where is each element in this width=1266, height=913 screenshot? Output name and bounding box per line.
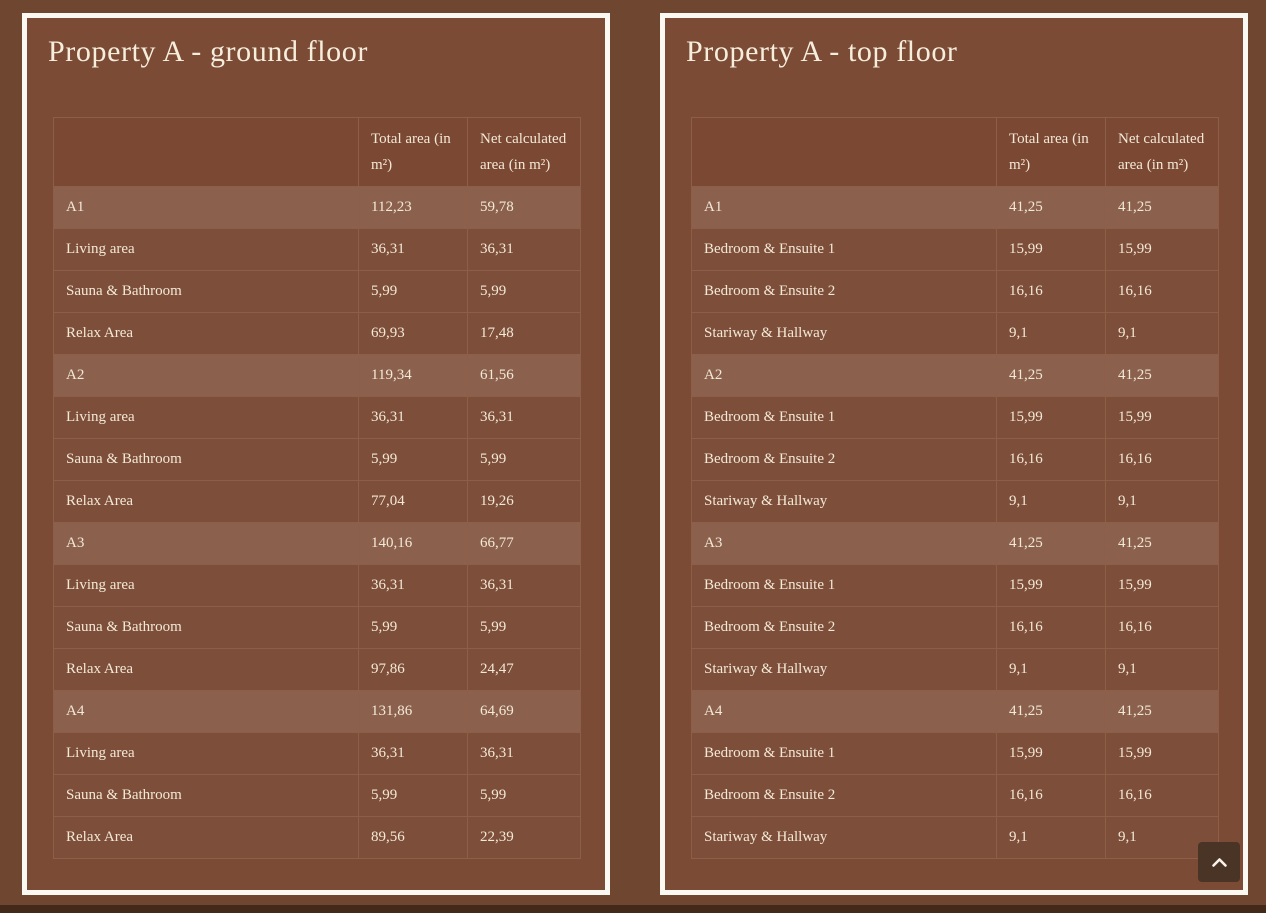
row-label: A4 <box>692 691 997 733</box>
net-area-value: 9,1 <box>1106 817 1219 859</box>
row-label: Relax Area <box>54 481 359 523</box>
row-label: Sauna & Bathroom <box>54 775 359 817</box>
net-area-value: 16,16 <box>1106 607 1219 649</box>
net-area-value: 15,99 <box>1106 229 1219 271</box>
total-area-value: 16,16 <box>997 439 1106 481</box>
room-row <box>54 733 581 775</box>
net-area-value: 5,99 <box>468 775 581 817</box>
total-area-value: 5,99 <box>359 775 468 817</box>
row-label: Living area <box>54 733 359 775</box>
net-area-value: 9,1 <box>1106 481 1219 523</box>
row-label: Living area <box>54 397 359 439</box>
total-area-value: 36,31 <box>359 229 468 271</box>
net-area-value: 41,25 <box>1106 691 1219 733</box>
footer-strip <box>0 905 1266 913</box>
total-area-value: 16,16 <box>997 607 1106 649</box>
total-area-value: 9,1 <box>997 313 1106 355</box>
net-area-value: 17,48 <box>468 313 581 355</box>
room-row <box>692 607 1219 649</box>
room-row <box>54 271 581 313</box>
total-area-value: 112,23 <box>359 187 468 229</box>
net-area-value: 36,31 <box>468 733 581 775</box>
total-area-value: 9,1 <box>997 481 1106 523</box>
column-header-empty <box>54 118 359 187</box>
net-area-value: 41,25 <box>1106 355 1219 397</box>
room-row <box>692 649 1219 691</box>
row-label: A3 <box>54 523 359 565</box>
total-area-value: 41,25 <box>997 187 1106 229</box>
total-area-value: 5,99 <box>359 607 468 649</box>
row-label: Relax Area <box>54 313 359 355</box>
unit-summary-row <box>692 523 1219 565</box>
row-label: Stariway & Hallway <box>692 481 997 523</box>
net-area-value: 36,31 <box>468 397 581 439</box>
total-area-value: 36,31 <box>359 397 468 439</box>
net-area-value: 41,25 <box>1106 187 1219 229</box>
row-label: Stariway & Hallway <box>692 313 997 355</box>
row-label: Sauna & Bathroom <box>54 607 359 649</box>
net-area-value: 9,1 <box>1106 649 1219 691</box>
table-header-row <box>54 118 581 187</box>
area-table-ground-floor <box>53 117 581 859</box>
row-label: Relax Area <box>54 649 359 691</box>
room-row <box>54 313 581 355</box>
net-area-value: 66,77 <box>468 523 581 565</box>
net-area-value: 41,25 <box>1106 523 1219 565</box>
total-area-value: 15,99 <box>997 565 1106 607</box>
row-label: A3 <box>692 523 997 565</box>
scroll-to-top-button[interactable] <box>1198 842 1240 882</box>
unit-summary-row <box>692 691 1219 733</box>
row-label: Bedroom & Ensuite 1 <box>692 565 997 607</box>
total-area-value: 16,16 <box>997 271 1106 313</box>
net-area-value: 19,26 <box>468 481 581 523</box>
row-label: A2 <box>692 355 997 397</box>
total-area-value: 15,99 <box>997 733 1106 775</box>
panel-title-top-floor: Property A - top floor <box>686 35 958 68</box>
total-area-value: 9,1 <box>997 649 1106 691</box>
row-label: Stariway & Hallway <box>692 817 997 859</box>
room-row <box>692 733 1219 775</box>
total-area-value: 9,1 <box>997 817 1106 859</box>
room-row <box>54 649 581 691</box>
net-area-value: 15,99 <box>1106 565 1219 607</box>
room-row <box>692 313 1219 355</box>
net-area-value: 5,99 <box>468 271 581 313</box>
row-label: Bedroom & Ensuite 2 <box>692 439 997 481</box>
row-label: Bedroom & Ensuite 1 <box>692 733 997 775</box>
total-area-value: 69,93 <box>359 313 468 355</box>
row-label: Living area <box>54 229 359 271</box>
room-row <box>54 607 581 649</box>
column-header-net-area: Net calculated area (in m²) <box>468 118 581 187</box>
row-label: Sauna & Bathroom <box>54 439 359 481</box>
row-label: Sauna & Bathroom <box>54 271 359 313</box>
net-area-value: 36,31 <box>468 565 581 607</box>
row-label: A1 <box>692 187 997 229</box>
column-header-empty <box>692 118 997 187</box>
total-area-value: 140,16 <box>359 523 468 565</box>
unit-summary-row <box>54 355 581 397</box>
total-area-value: 41,25 <box>997 355 1106 397</box>
room-row <box>692 481 1219 523</box>
room-row <box>692 439 1219 481</box>
room-row <box>54 397 581 439</box>
total-area-value: 77,04 <box>359 481 468 523</box>
unit-summary-row <box>54 691 581 733</box>
chevron-up-icon <box>1211 857 1228 868</box>
row-label: Stariway & Hallway <box>692 649 997 691</box>
room-row <box>54 439 581 481</box>
room-row <box>692 397 1219 439</box>
total-area-value: 41,25 <box>997 691 1106 733</box>
total-area-value: 5,99 <box>359 271 468 313</box>
total-area-value: 97,86 <box>359 649 468 691</box>
column-header-total-area: Total area (in m²) <box>997 118 1106 187</box>
row-label: A4 <box>54 691 359 733</box>
row-label: Living area <box>54 565 359 607</box>
total-area-value: 15,99 <box>997 229 1106 271</box>
row-label: A2 <box>54 355 359 397</box>
table-body <box>54 187 581 859</box>
net-area-value: 16,16 <box>1106 775 1219 817</box>
total-area-value: 5,99 <box>359 439 468 481</box>
row-label: Bedroom & Ensuite 2 <box>692 607 997 649</box>
total-area-value: 89,56 <box>359 817 468 859</box>
total-area-value: 119,34 <box>359 355 468 397</box>
room-row <box>692 775 1219 817</box>
net-area-value: 15,99 <box>1106 397 1219 439</box>
unit-summary-row <box>54 187 581 229</box>
panel-top-floor <box>660 13 1248 895</box>
unit-summary-row <box>692 355 1219 397</box>
row-label: Bedroom & Ensuite 2 <box>692 271 997 313</box>
panel-ground-floor <box>22 13 610 895</box>
column-header-total-area: Total area (in m²) <box>359 118 468 187</box>
net-area-value: 22,39 <box>468 817 581 859</box>
net-area-value: 61,56 <box>468 355 581 397</box>
area-table-top-floor <box>691 117 1219 859</box>
room-row <box>54 565 581 607</box>
total-area-value: 41,25 <box>997 523 1106 565</box>
total-area-value: 131,86 <box>359 691 468 733</box>
room-row <box>54 481 581 523</box>
room-row <box>54 229 581 271</box>
row-label: Bedroom & Ensuite 1 <box>692 397 997 439</box>
net-area-value: 59,78 <box>468 187 581 229</box>
net-area-value: 5,99 <box>468 607 581 649</box>
table-header-row <box>692 118 1219 187</box>
room-row <box>54 817 581 859</box>
total-area-value: 36,31 <box>359 733 468 775</box>
net-area-value: 5,99 <box>468 439 581 481</box>
row-label: Bedroom & Ensuite 2 <box>692 775 997 817</box>
net-area-value: 15,99 <box>1106 733 1219 775</box>
row-label: A1 <box>54 187 359 229</box>
room-row <box>54 775 581 817</box>
net-area-value: 24,47 <box>468 649 581 691</box>
net-area-value: 64,69 <box>468 691 581 733</box>
room-row <box>692 229 1219 271</box>
column-header-net-area: Net calculated area (in m²) <box>1106 118 1219 187</box>
total-area-value: 36,31 <box>359 565 468 607</box>
total-area-value: 16,16 <box>997 775 1106 817</box>
row-label: Bedroom & Ensuite 1 <box>692 229 997 271</box>
room-row <box>692 565 1219 607</box>
net-area-value: 36,31 <box>468 229 581 271</box>
total-area-value: 15,99 <box>997 397 1106 439</box>
net-area-value: 16,16 <box>1106 439 1219 481</box>
panel-title-ground-floor: Property A - ground floor <box>48 35 368 68</box>
unit-summary-row <box>54 523 581 565</box>
room-row <box>692 817 1219 859</box>
net-area-value: 9,1 <box>1106 313 1219 355</box>
table-body <box>692 187 1219 859</box>
net-area-value: 16,16 <box>1106 271 1219 313</box>
room-row <box>692 271 1219 313</box>
unit-summary-row <box>692 187 1219 229</box>
row-label: Relax Area <box>54 817 359 859</box>
